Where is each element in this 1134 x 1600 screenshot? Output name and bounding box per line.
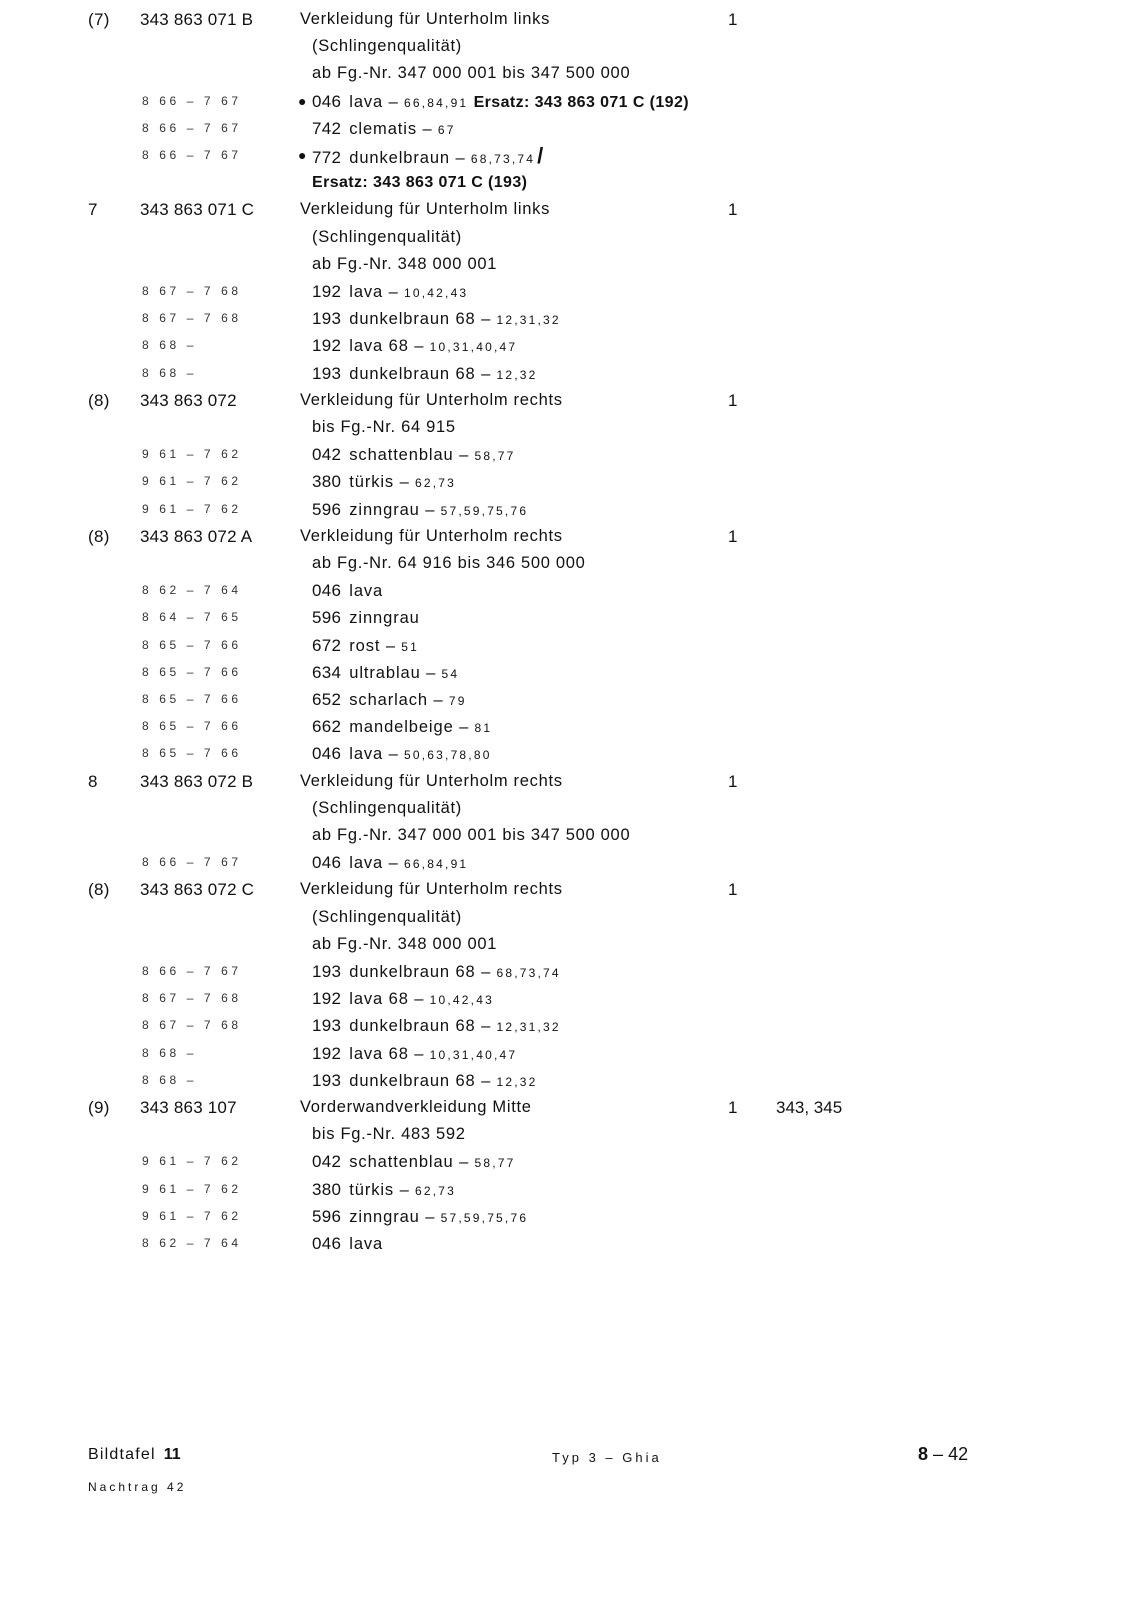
color-years: 12,31,32 [496,313,561,328]
color-years: 12,31,32 [496,1020,561,1035]
part-description: Vorderwandverkleidung Mitte [300,1098,532,1116]
catalog-row [0,88,1134,115]
date-range: 8 67 – 7 68 [142,284,242,298]
date-range: 8 66 – 7 67 [142,120,242,135]
color-code: 772 [312,148,342,167]
color-variant [312,713,492,742]
page-section: 8 [918,1444,929,1464]
part-description: Verkleidung für Unterholm rechts [300,771,563,790]
part-description-detail: ab Fg.-Nr. 64 916 bis 346 500 000 [312,554,586,572]
color-years: 57,59,75,76 [440,1210,529,1225]
catalog-row [0,142,1134,169]
color-code: 596 [312,608,342,628]
date-range: 8 62 – 7 64 [142,583,242,598]
color-variant [312,1067,538,1096]
color-name: lava – [349,745,399,764]
catalog-row [0,904,1134,931]
date-range: 9 61 – 7 62 [142,447,242,462]
bildtafel-label: Bildtafel [88,1446,156,1463]
color-variant [312,332,517,361]
catalog-row [0,1203,1134,1230]
quantity: 1 [728,1098,738,1117]
color-name: lava 68 – [349,990,425,1009]
color-variant [312,1230,383,1258]
color-variant [312,686,467,715]
color-years: 66,84,91 [404,857,469,872]
page-number: 42 [948,1444,969,1464]
catalog-row [0,931,1134,958]
part-description-detail: ab Fg.-Nr. 347 000 001 bis 347 500 000 [312,64,631,83]
color-name: dunkelbraun 68 – [349,310,492,329]
color-variant [312,115,456,144]
catalog-row [0,1040,1134,1067]
part-description: Verkleidung für Unterholm rechts [300,880,563,899]
date-range: 8 67 – 7 68 [142,311,242,326]
color-code: 596 [312,499,342,519]
catalog-row [0,876,1134,903]
color-variant [312,659,459,688]
catalog-row [0,468,1134,495]
date-range: 8 68 – [142,1072,197,1087]
color-variant [312,740,492,769]
color-variant [312,1203,528,1232]
catalog-row [0,387,1134,414]
part-description-detail: (Schlingenqualität) [312,37,462,56]
color-name: lava [349,1235,384,1253]
color-name: türkis – [349,473,410,492]
quantity: 1 [728,200,738,220]
catalog-row [0,985,1134,1012]
catalog-row [0,60,1134,87]
color-name: lava 68 – [349,1044,425,1063]
date-range: 8 68 – [142,365,197,380]
color-years: 10,31,40,47 [429,340,518,355]
part-number: 343 863 071 B [140,10,254,29]
catalog-row [0,360,1134,387]
color-years: 66,84,91 [404,95,469,110]
part-description-detail: (Schlingenqualität) [312,798,462,817]
date-range: 9 61 – 7 62 [142,501,242,516]
replacement-note: Ersatz: 343 863 071 C (192) [473,93,689,111]
color-code: 192 [312,1043,342,1063]
catalog-row [0,6,1134,33]
color-code: 652 [312,690,342,709]
catalog-row [0,169,1134,196]
date-range: 8 66 – 7 67 [142,93,242,108]
color-variant [312,496,528,525]
catalog-row [0,740,1134,767]
color-code: 046 [312,91,342,111]
color-years: 67 [437,122,456,137]
color-code: 380 [312,472,342,492]
color-name: dunkelbraun – [349,149,466,167]
color-years: 12,32 [496,367,538,382]
color-name: zinngrau [349,609,420,628]
part-description-detail: ab Fg.-Nr. 348 000 001 [312,254,498,273]
footer-nachtrag: Nachtrag 42 [88,1480,187,1494]
part-description-detail: bis Fg.-Nr. 64 915 [312,418,456,436]
color-variant [312,577,383,605]
color-years: 68,73,74 [470,152,536,166]
footer-page-number [918,1444,968,1465]
date-range: 8 65 – 7 66 [142,637,242,652]
color-years: 81 [474,721,493,736]
catalog-row [0,768,1134,795]
quantity: 1 [728,10,738,29]
part-number: 343 863 072 A [140,526,253,546]
quantity: 1 [728,880,738,900]
color-variant [312,1176,456,1205]
item-index: 7 [88,200,98,220]
color-years: 58,77 [474,1156,516,1171]
date-range: 8 67 – 7 68 [142,1018,242,1033]
date-range: 9 61 – 7 62 [142,1154,242,1169]
color-name: dunkelbraun 68 – [349,1017,492,1036]
catalog-row [0,713,1134,740]
color-name: lava – [349,92,399,111]
slash-mark: / [537,143,544,168]
color-code: 380 [312,1179,342,1199]
item-index: 8 [88,771,98,791]
color-code: 193 [312,962,342,981]
color-variant [312,604,420,632]
date-range: 8 68 – [142,338,197,353]
catalog-row [0,1148,1134,1175]
catalog-row [0,604,1134,631]
color-years: 57,59,75,76 [440,503,529,518]
color-variant [312,1040,517,1069]
date-range: 9 61 – 7 62 [142,1181,242,1196]
catalog-row [0,1067,1134,1094]
item-index: (7) [88,10,110,29]
part-number: 343 863 072 B [140,771,254,791]
catalog-row [0,1176,1134,1203]
part-number: 343 863 071 C [140,200,255,220]
catalog-row [0,958,1134,985]
color-code: 596 [312,1206,342,1226]
item-index: (9) [88,1098,110,1117]
color-variant [312,441,516,470]
catalog-row [0,224,1134,251]
color-code: 042 [312,1152,342,1172]
color-variant [312,849,468,878]
color-variant [298,88,689,117]
color-name: ultrablau – [349,663,437,682]
date-range: 8 65 – 7 66 [142,719,242,734]
color-name: dunkelbraun 68 – [349,963,492,981]
catalog-row [0,332,1134,359]
part-description: Verkleidung für Unterholm rechts [300,526,563,545]
part-description-detail: (Schlingenqualität) [312,227,462,246]
catalog-row [0,1012,1134,1039]
color-code: 192 [312,336,342,356]
catalog-row [0,523,1134,550]
part-description: Verkleidung für Unterholm links [300,200,551,219]
color-variant [312,985,494,1014]
catalog-row [0,849,1134,876]
part-description-detail: bis Fg.-Nr. 483 592 [312,1125,466,1144]
part-description: Verkleidung für Unterholm links [300,10,551,28]
color-years: 62,73 [414,476,456,491]
catalog-row [0,115,1134,142]
catalog-row [0,577,1134,604]
color-name: clematis – [349,119,433,138]
color-code: 662 [312,717,342,737]
color-name: mandelbeige – [349,718,470,737]
date-range: 9 61 – 7 62 [142,1208,242,1223]
date-range: 8 66 – 7 67 [142,855,242,870]
color-code: 634 [312,662,342,682]
date-range: 9 61 – 7 62 [142,474,242,489]
color-years: 10,31,40,47 [429,1047,518,1062]
color-name: dunkelbraun 68 – [349,1071,492,1090]
color-variant [312,958,561,987]
replacement-note: Ersatz: 343 863 071 C (193) [312,174,528,192]
part-number: 343 863 107 [140,1098,237,1117]
catalog-row [0,414,1134,441]
catalog-row [0,441,1134,468]
color-variant [312,632,419,661]
catalog-row [0,1230,1134,1257]
color-years: 68,73,74 [496,966,561,980]
color-variant [312,305,561,334]
color-code: 672 [312,635,342,655]
color-variant [312,360,538,389]
color-code: 192 [312,989,342,1009]
catalog-row [0,305,1134,332]
color-years: 79 [448,694,467,708]
color-name: lava – [349,283,399,301]
date-range: 8 67 – 7 68 [142,991,242,1006]
catalog-row [0,196,1134,223]
color-name: lava 68 – [349,337,425,356]
color-years: 10,42,43 [429,993,494,1008]
color-name: schattenblau – [349,1153,470,1172]
color-years: 62,73 [414,1183,456,1198]
color-variant [312,278,468,307]
quantity: 1 [728,390,738,410]
part-description-detail: (Schlingenqualität) [312,907,462,926]
color-code: 193 [312,1070,342,1090]
part-description-detail: ab Fg.-Nr. 348 000 001 [312,934,498,953]
quantity: 1 [728,771,738,791]
color-code: 742 [312,118,342,138]
color-years: 12,32 [496,1074,538,1089]
catalog-row [0,278,1134,305]
color-name: schattenblau – [349,446,470,465]
item-index: (8) [88,390,110,410]
catalog-row [0,33,1134,60]
color-code: 046 [312,581,342,601]
date-range: 8 65 – 7 66 [142,746,242,761]
bullet-icon: ● [298,147,308,163]
color-years: 10,42,43 [404,286,469,300]
footer-bildtafel [88,1446,181,1464]
footer-model: Typ 3 – Ghia [552,1450,662,1465]
date-range: 8 66 – 7 67 [142,148,242,162]
color-code: 193 [312,309,342,329]
color-code: 193 [312,1016,342,1036]
color-code: 193 [312,363,342,383]
catalog-row [0,550,1134,577]
date-range: 8 65 – 7 66 [142,664,242,679]
item-index: (8) [88,880,110,900]
catalog-row [0,795,1134,822]
color-variant [312,1012,561,1041]
date-range: 8 62 – 7 64 [142,1236,242,1250]
date-range: 8 64 – 7 65 [142,610,242,625]
page-separator: – [933,1444,944,1464]
color-code: 192 [312,282,342,301]
catalog-row [0,659,1134,686]
color-code: 046 [312,1234,342,1253]
bildtafel-number: 11 [163,1446,181,1463]
catalog-row [0,686,1134,713]
bullet-icon: ● [298,92,308,109]
color-name: rost – [349,636,396,655]
color-name: dunkelbraun 68 – [349,364,492,383]
color-code: 046 [312,744,342,764]
color-name: lava – [349,854,399,873]
catalog-row [0,251,1134,278]
color-name: zinngrau – [349,500,436,519]
color-years: 54 [441,666,460,681]
catalog-row [0,822,1134,849]
catalog-row [0,632,1134,659]
color-name: zinngrau – [349,1207,436,1226]
quantity: 1 [728,526,738,546]
catalog-row [0,1121,1134,1148]
color-code: 042 [312,445,342,465]
item-index: (8) [88,526,110,546]
part-description-detail: ab Fg.-Nr. 347 000 001 bis 347 500 000 [312,826,631,844]
color-years: 58,77 [474,449,516,464]
color-years: 50,63,78,80 [404,748,492,763]
color-variant [312,1148,516,1177]
color-name: lava [349,582,384,601]
catalog-row [0,1094,1134,1121]
color-years: 51 [401,639,419,654]
catalog-row [0,496,1134,523]
date-range: 8 65 – 7 66 [142,692,242,706]
color-code: 046 [312,853,342,873]
date-range: 8 68 – [142,1045,197,1060]
color-variant [312,468,456,497]
date-range: 8 66 – 7 67 [142,964,242,978]
color-name: scharlach – [349,691,444,709]
color-name: türkis – [349,1180,410,1199]
part-number: 343 863 072 C [140,880,255,900]
figure-reference: 343, 345 [776,1098,843,1117]
part-number: 343 863 072 [140,390,237,410]
part-description: Verkleidung für Unterholm rechts [300,390,563,409]
